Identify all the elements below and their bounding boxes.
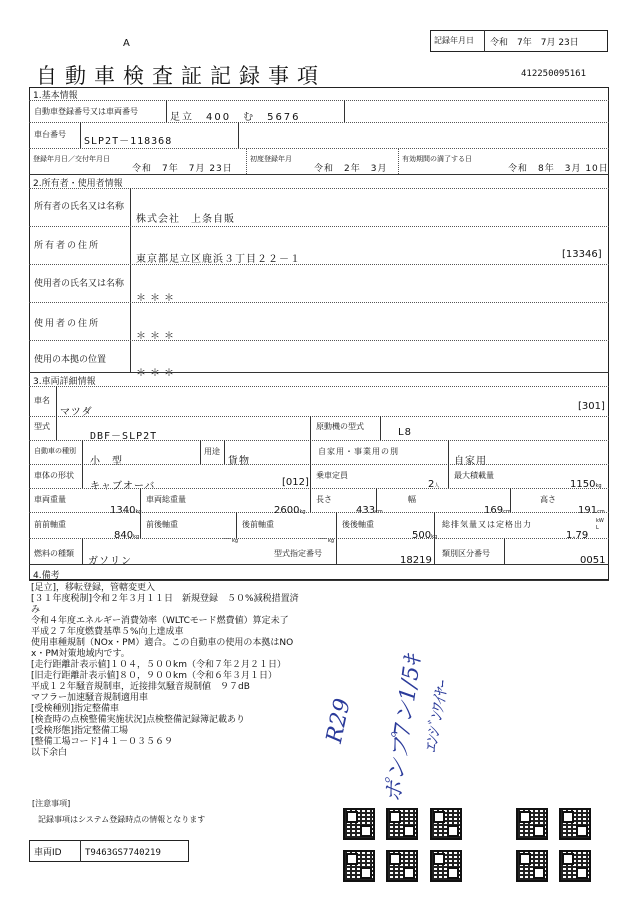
engine-value: L8 <box>398 427 412 438</box>
rear-front-axle-number: － <box>318 534 328 545</box>
height-number: 191 <box>578 505 598 516</box>
record-date: 令和 7年 7月 23日 <box>490 38 579 48</box>
vehicle-weight-label: 車両重量 <box>34 495 66 504</box>
make-label: 車名 <box>34 396 50 405</box>
remark-line: [受検形態]指定整備工場 <box>31 726 129 736</box>
business-label: 自家用・事業用の別 <box>318 447 399 456</box>
width-label: 幅 <box>408 495 416 504</box>
use-label: 用途 <box>204 447 220 456</box>
body-shape-code: [012] <box>282 477 309 488</box>
width-number: 169 <box>484 505 504 516</box>
first-registration-label: 初度登録年月 <box>250 155 292 163</box>
handwritten-note-c: ｴﾝｼﾞﾝﾜｲﾔｰ <box>420 679 453 754</box>
expiry-date: 令和 8年 3月 10日 <box>508 164 609 174</box>
fuel-label: 燃料の種類 <box>34 549 74 558</box>
type-number-label: 型式指定番号 <box>274 549 322 558</box>
remark-line: 令和４年度エネルギー消費効率（WLTCモード燃費値）算定未了 <box>31 616 289 626</box>
vehicle-kind-label: 自動車の種別 <box>34 447 76 455</box>
owner-name-label: 所有者の氏名又は名称 <box>34 202 125 212</box>
gross-weight-number: 2600 <box>274 505 300 516</box>
qr-code <box>559 850 591 882</box>
make-value: マツダ <box>60 407 93 418</box>
reg-number-value: 足立 400 む 5676 <box>170 112 301 123</box>
remark-line: 以下余白 <box>31 748 68 758</box>
length-value <box>356 505 383 516</box>
class-number-label: 類別区分番号 <box>442 549 490 558</box>
remark-line: [整備工場コード]４１－０３５６９ <box>31 737 174 747</box>
max-load-number: 1150 <box>570 479 596 490</box>
use-value: 貨物 <box>228 456 250 467</box>
handwritten-note-a: R29 <box>322 696 356 746</box>
body-shape: キャブオーバ <box>90 481 156 492</box>
chassis-number-label: 車台番号 <box>34 130 66 139</box>
front-rear-axle-number: － <box>222 534 232 545</box>
user-address: ＊＊＊ <box>136 331 178 342</box>
front-front-axle-number: 840 <box>114 530 134 541</box>
business-value: 自家用 <box>454 456 487 467</box>
qr-code <box>559 808 591 840</box>
user-name: ＊＊＊ <box>136 293 178 304</box>
record-date-label: 記録年月日 <box>434 36 474 45</box>
class-number: 0051 <box>580 555 606 566</box>
engine-label: 原動機の型式 <box>316 422 364 431</box>
type-number: 18219 <box>400 555 432 566</box>
owner-address: 東京都足立区鹿浜３丁目２２－１ <box>136 254 301 265</box>
width-value <box>484 505 511 516</box>
front-rear-axle-label: 前後軸重 <box>146 520 178 529</box>
section-owner-title: 2.所有者・使用者情報 <box>33 179 123 189</box>
displacement-unit-kw: kW <box>596 518 604 524</box>
rear-rear-axle-number: 500 <box>412 530 432 541</box>
vehicle-weight-unit: kg <box>135 509 142 515</box>
expiry-label: 有効期間の満了する日 <box>402 155 472 163</box>
displacement-value: 1.79 <box>566 530 589 541</box>
rear-front-axle-label: 後前軸重 <box>242 520 274 529</box>
capacity-label: 乗車定員 <box>316 471 348 480</box>
displacement-unit-l: L <box>596 525 599 531</box>
user-name-label: 使用者の氏名又は名称 <box>34 279 125 289</box>
qr-code <box>430 808 462 840</box>
registration-date: 令和 7年 7月 23日 <box>132 164 233 174</box>
owner-address-code: [13346] <box>562 249 602 260</box>
rear-rear-axle-label: 後後軸重 <box>342 520 374 529</box>
notes-title: [注意事項] <box>32 799 71 808</box>
notes-text: 記録事項はシステム登録時点の情報となります <box>38 815 206 824</box>
qr-code <box>430 850 462 882</box>
displacement-label: 総排気量又は定格出力 <box>442 520 532 529</box>
section-remarks-title: 4.備考 <box>33 571 60 581</box>
qr-code <box>343 850 375 882</box>
base-location-label: 使用の本拠の位置 <box>34 355 107 365</box>
form-mark: A <box>123 38 130 49</box>
gross-weight-label: 車両総重量 <box>146 495 186 504</box>
height-unit: cm <box>597 509 605 515</box>
height-value <box>578 505 605 516</box>
remark-line: [足立]，移転登録，管轄変更入 <box>31 583 156 593</box>
owner-name: 株式会社 上条自販 <box>136 214 235 225</box>
registration-date-label: 登録年月日／交付年月日 <box>33 155 110 163</box>
length-unit: cm <box>375 509 383 515</box>
fuel-value: ガソリン <box>88 556 132 567</box>
vehicle-id-label: 車両ID <box>34 848 62 858</box>
capacity-unit: 人 <box>434 483 440 489</box>
remark-line: x・PM対策地域内です。 <box>31 649 130 659</box>
vehicle-id-value: T9463GS7740219 <box>85 848 161 858</box>
front-front-axle <box>114 530 139 541</box>
owner-address-label: 所有者の住所 <box>34 241 101 251</box>
qr-code <box>386 808 418 840</box>
max-load-unit: kg <box>595 483 602 489</box>
max-load-label: 最大積載量 <box>454 471 494 480</box>
vehicle-weight-number: 1340 <box>110 505 136 516</box>
front-front-axle-unit: kg <box>133 534 140 540</box>
qr-code <box>516 850 548 882</box>
section-vehicle-title: 3.車両詳細情報 <box>33 377 96 387</box>
chassis-number-value: SLP2T－118368 <box>84 136 173 147</box>
remark-line: [３１年度税制]令和２年３月１１日 新規登録 ５０%減税措置済 <box>31 594 299 604</box>
rear-front-axle-unit: kg <box>328 538 335 544</box>
remark-line: み <box>31 605 41 615</box>
vehicle-kind: 小 型 <box>90 456 123 467</box>
make-code: [301] <box>578 401 605 412</box>
remark-line: 平成２７年度燃費基準５%向上達成車 <box>31 627 184 637</box>
front-front-axle-label: 前前軸重 <box>34 520 66 529</box>
model-label: 型式 <box>34 422 50 431</box>
width-unit: cm <box>503 509 511 515</box>
handwritten-note-b: ポンプ7ン1/5ｷ <box>380 653 427 805</box>
gross-weight <box>274 505 306 516</box>
qr-code <box>516 808 548 840</box>
front-rear-axle-unit: kg <box>232 538 239 544</box>
capacity-number: 2 <box>428 479 435 490</box>
model-value: DBF－SLP2T <box>90 431 158 442</box>
remark-line: 使用車種規制（NOx・PM）適合。この自動車の使用の本拠はNO <box>31 638 294 648</box>
length-number: 433 <box>356 505 376 516</box>
vehicle-weight <box>110 505 142 516</box>
user-address-label: 使用者の住所 <box>34 319 101 329</box>
height-label: 高さ <box>540 495 556 504</box>
gross-weight-unit: kg <box>299 509 306 515</box>
qr-code <box>386 850 418 882</box>
displacement-units <box>596 518 604 532</box>
remark-line: [検査時の点検整備実施状況]点検整備記録簿記載あり <box>31 715 246 725</box>
remark-line: マフラー加速騒音規制適用車 <box>31 693 149 703</box>
document-number: 412250095161 <box>521 69 587 79</box>
body-shape-label: 車体の形状 <box>34 471 74 480</box>
length-label: 長さ <box>316 495 332 504</box>
first-registration-date: 令和 2年 3月 <box>314 164 388 174</box>
remark-line: [走行距離計表示値]１０４，５００km（令和７年２月２１日） <box>31 660 287 670</box>
remark-line: [受検種別]指定整備車 <box>31 704 120 714</box>
base-location: ＊＊＊ <box>136 368 178 379</box>
qr-code <box>343 808 375 840</box>
remark-line: [旧走行距離計表示値]８０，９００km（令和６年３月１日） <box>31 671 278 681</box>
remark-line: 平成１２年騒音規制車，近接排気騒音規制値 ９７dB <box>31 682 250 692</box>
reg-number-label: 自動車登録番号又は車両番号 <box>34 107 138 116</box>
rear-rear-axle-unit: kg <box>431 534 438 540</box>
page-title: 自動車検査証記録事項 <box>36 64 326 88</box>
section-basic-title: 1.基本情報 <box>33 91 78 101</box>
